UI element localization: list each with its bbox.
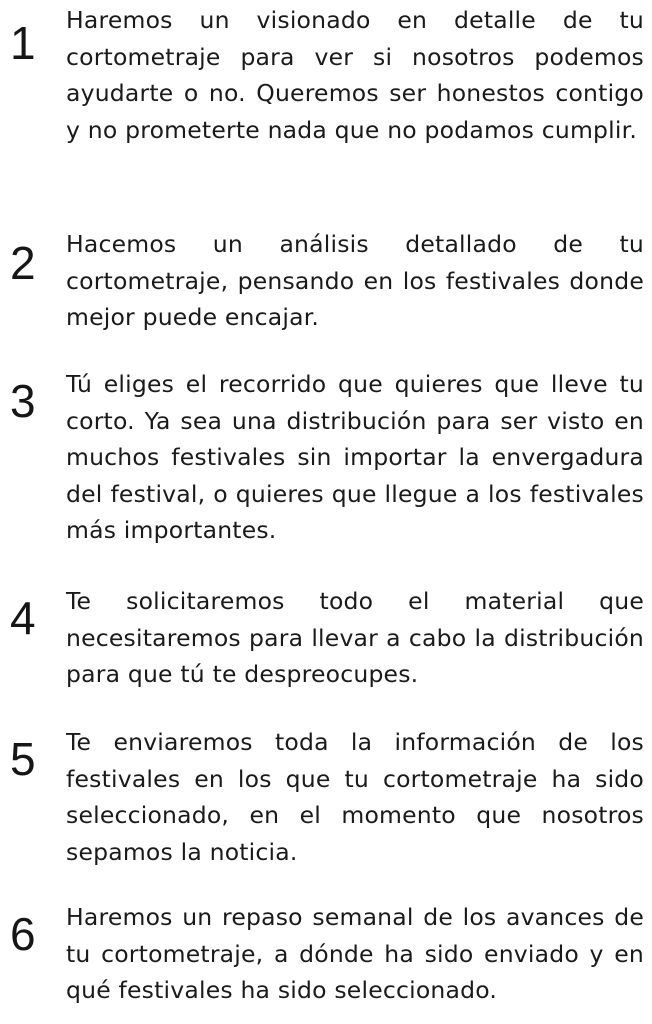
step-text: Haremos un visionado en detalle de tu cortometraje para ver si nosotros podemos ayudarte o no. Queremos ser honestos contigo y no prometerte nada que no podamos cumplir.: [66, 6, 644, 144]
step-text: Haremos un repaso semanal de los avances de tu cortometraje, a dónde ha sido enviado y en qué festivales ha sido seleccionado.: [66, 903, 644, 1004]
step-number: 4: [10, 592, 36, 644]
step-number: 3: [10, 375, 36, 427]
step-number: 5: [10, 733, 36, 785]
step-text: Hacemos un análisis detallado de tu cortometraje, pensando en los festivales donde mejor puede encajar.: [66, 230, 644, 331]
step-number: 1: [10, 17, 36, 69]
step-text: Te enviaremos toda la información de los festivales en los que tu cortometraje ha sido seleccionado, en el momento que nosotros sepamos la noticia.: [66, 728, 644, 866]
step-number: 6: [10, 908, 36, 960]
step-text: Te solicitaremos todo el material que necesitaremos para llevar a cabo la distribución para que tú te despreocupes.: [66, 587, 644, 688]
step-number: 2: [10, 237, 36, 289]
step-text: Tú eliges el recorrido que quieres que lleve tu corto. Ya sea una distribución para ser visto en muchos festivales sin importar la envergadura del festival, o quieres que llegue a los festivales más importantes.: [66, 370, 644, 544]
